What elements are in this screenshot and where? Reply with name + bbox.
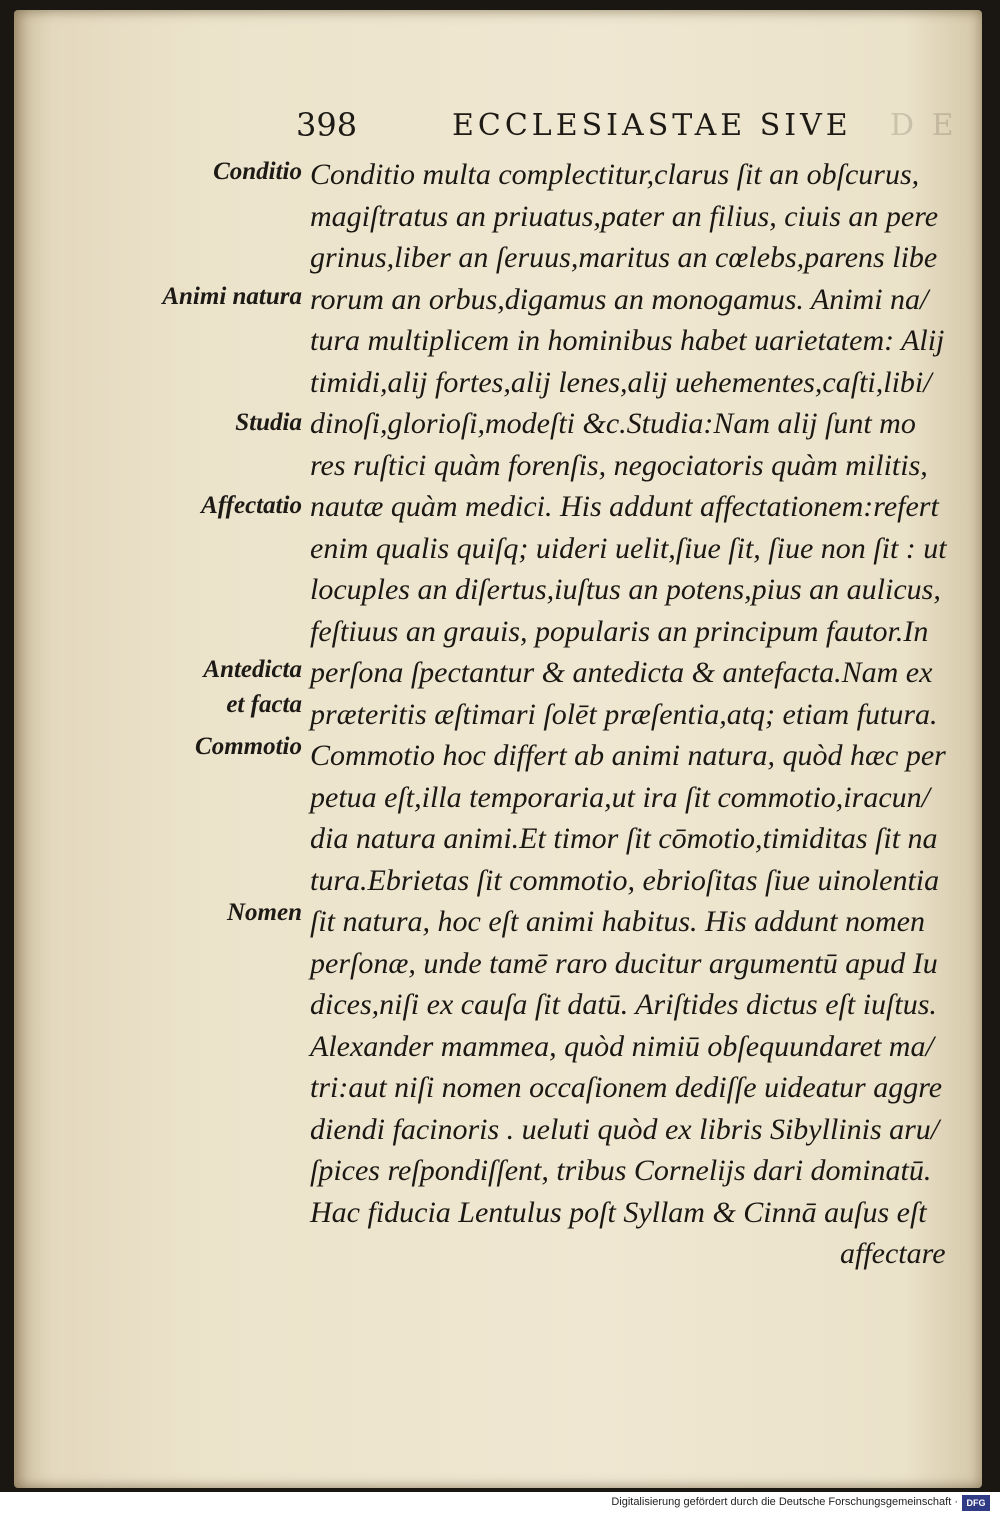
text-line: locuples an diſertus,iuſtus an potens,pius an aulicus, bbox=[310, 573, 941, 606]
text-line: præteritis æſtimari ſolēt præſentia,atq; etiam futura. bbox=[310, 698, 938, 731]
text-line: perſona ſpectantur & antedicta & antefacta.Nam ex bbox=[310, 656, 933, 689]
text-line: timidi,alij fortes,alij lenes,alij uehementes,caſti,libi/ bbox=[310, 366, 932, 399]
text-line: ſit natura, hoc eſt animi habitus. His addunt nomen bbox=[310, 905, 925, 938]
text-line: res ruſtici quàm forenſis, negociatoris quàm militis, bbox=[310, 449, 928, 482]
margin-note-commotio: Commotio bbox=[195, 733, 302, 760]
text-line: feſtiuus an grauis, popularis an principum fautor.In bbox=[310, 615, 929, 648]
text-line: ſpices reſpondiſſent, tribus Cornelijs dari dominatū. bbox=[310, 1154, 932, 1187]
text-line: enim qualis quiſq; uideri uelit,ſiue ſit, ſiue non ſit : ut bbox=[310, 532, 947, 565]
text-line: tura multiplicem in hominibus habet uarietatem: Alij bbox=[310, 324, 945, 357]
margin-note-studia: Studia bbox=[235, 409, 302, 436]
show-through-text: D E bbox=[890, 108, 958, 143]
margin-note-animi-natura: Animi natura bbox=[162, 283, 302, 310]
text-line: Alexander mammea, quòd nimiū obſequundaret ma/ bbox=[310, 1030, 934, 1063]
text-line: magiſtratus an priuatus,pater an filius, ciuis an pere bbox=[310, 200, 939, 233]
margin-note-nomen: Nomen bbox=[227, 899, 302, 926]
margin-note-et-facta: et facta bbox=[226, 691, 302, 718]
margin-note-affectatio: Affectatio bbox=[201, 492, 302, 519]
margin-note-conditio: Conditio bbox=[213, 158, 302, 185]
text-line: dia natura animi.Et timor ſit cōmotio,timiditas ſit na bbox=[310, 822, 938, 855]
text-line: petua eſt,illa temporaria,ut ira ſit commotio,iracun/ bbox=[310, 781, 930, 814]
funding-notice: Digitalisierung gefördert durch die Deutsche Forschungsgemeinschaft · bbox=[611, 1496, 958, 1508]
text-line: perſonæ, unde tamē raro ducitur argumentū apud Iu bbox=[310, 947, 938, 980]
text-line: nautæ quàm medici. His addunt affectationem:refert bbox=[310, 490, 939, 523]
text-line: tri:aut niſi nomen occaſionem dediſſe uideatur aggre bbox=[310, 1071, 943, 1104]
page-number: 398 bbox=[296, 106, 358, 144]
catchword: affectare bbox=[840, 1237, 946, 1270]
running-title: ECCLESIASTAE SIVE bbox=[452, 108, 852, 143]
text-line: Commotio hoc differt ab animi natura, quòd hæc per bbox=[310, 739, 946, 772]
text-line: rorum an orbus,digamus an monogamus. Animi na/ bbox=[310, 283, 929, 316]
margin-note-antedicta: Antedicta bbox=[203, 656, 302, 683]
text-line: Hac fiducia Lentulus poſt Syllam & Cinnā auſus eſt bbox=[310, 1196, 927, 1229]
text-line: Conditio multa complectitur,clarus ſit an obſcurus, bbox=[310, 158, 920, 191]
footer-bar bbox=[0, 1492, 1000, 1518]
dfg-logo: DFG bbox=[962, 1495, 990, 1511]
text-line: grinus,liber an ſeruus,maritus an cœlebs,parens libe bbox=[310, 241, 938, 274]
text-line: dinoſi,glorioſi,modeſti &c.Studia:Nam alij ſunt mo bbox=[310, 407, 916, 440]
text-line: diendi facinoris . ueluti quòd ex libris Sibyllinis aru/ bbox=[310, 1113, 940, 1146]
text-line: tura.Ebrietas ſit commotio, ebrioſitas ſiue uinolentia bbox=[310, 864, 940, 897]
text-line: dices,niſi ex cauſa ſit datū. Ariſtides dictus eſt iuſtus. bbox=[310, 988, 937, 1021]
